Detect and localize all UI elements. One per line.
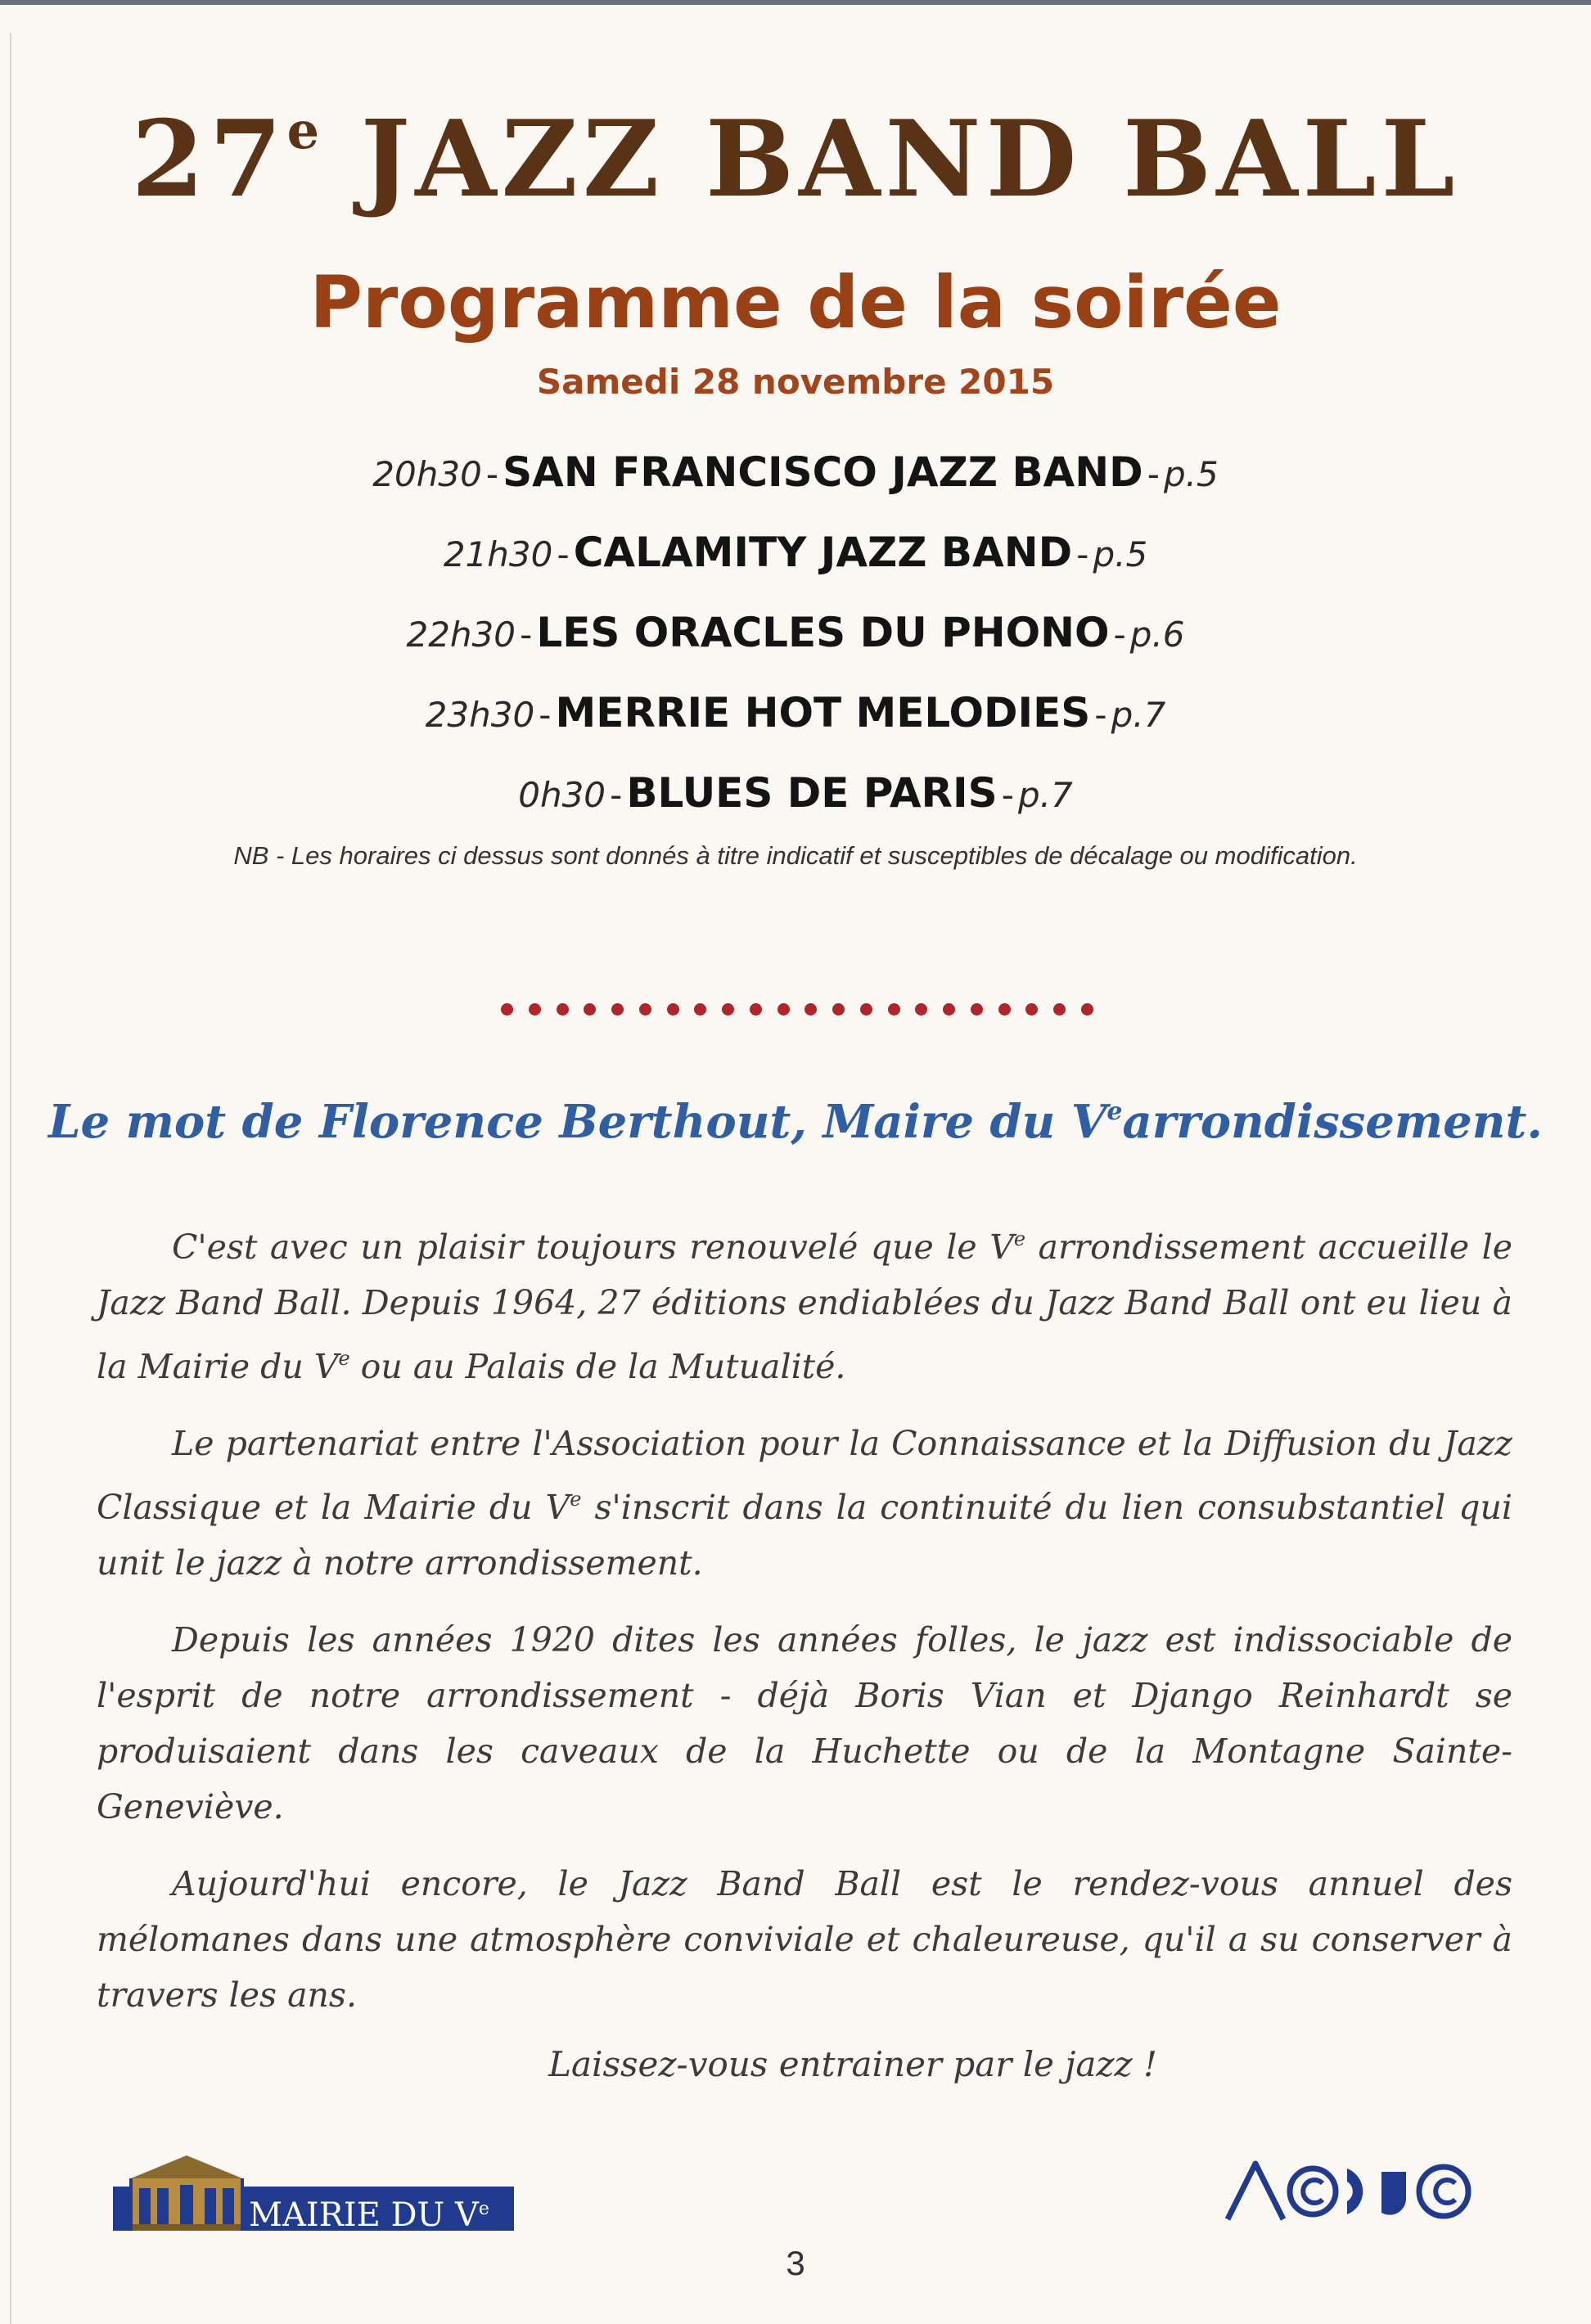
- schedule-item: [0, 512, 1591, 592]
- slot-separator: -: [610, 775, 623, 815]
- divider-dot: [805, 1003, 817, 1016]
- p2-sup: e: [570, 1488, 582, 1511]
- slot-separator: -: [520, 615, 533, 655]
- mayor-letter: [97, 1211, 1512, 2044]
- slot-separator: -: [539, 695, 552, 735]
- letter-paragraph: Depuis les années 1920 dites les années folles, le jazz est indissociable de l'esprit de notre arrondissement - déjà Boris Vian et Django Reinhardt se produisaient dans les caveaux de la Huchette ou de la Montagne Sainte-Geneviève.: [97, 1620, 1512, 1826]
- event-name: JAZZ BAND BALL: [360, 98, 1460, 221]
- letter-paragraph: [97, 1416, 1512, 1591]
- p1-text-a: C'est avec un plaisir toujours renouvelé que le V: [172, 1227, 1014, 1267]
- slot-separator: -: [1113, 615, 1126, 655]
- divider-dot: [529, 1003, 541, 1016]
- mayor-word-title: [0, 1095, 1591, 1149]
- divider-dot: [584, 1003, 596, 1016]
- event-title: [0, 98, 1591, 221]
- dotted-divider: [501, 1000, 1093, 1018]
- top-border: [0, 0, 1591, 5]
- slot-time: 22h30: [406, 615, 516, 655]
- divider-dot: [832, 1003, 845, 1016]
- mairie-label-text: MAIRIE DU V: [249, 2196, 479, 2234]
- divider-dot: [860, 1003, 872, 1016]
- slot-page: p.5: [1163, 454, 1219, 494]
- mairie-label-sup: e: [478, 2199, 489, 2219]
- slot-band: BLUES DE PARIS: [626, 769, 998, 817]
- slot-band: LES ORACLES DU PHONO: [536, 609, 1110, 656]
- slot-time: 20h30: [372, 454, 482, 494]
- p1-sup-1: e: [1013, 1227, 1026, 1250]
- slot-separator: -: [1094, 695, 1107, 735]
- divider-dot: [611, 1003, 624, 1016]
- page-number: 3: [786, 2244, 805, 2282]
- acdjc-logo: [1224, 2155, 1478, 2229]
- slot-separator: -: [1001, 775, 1014, 815]
- slot-band: MERRIE HOT MELODIES: [555, 689, 1091, 736]
- p2-text-a: Le partenariat entre l'Association pour la Connaissance et la Diffusion du Jazz Classique et la Mairie du V: [97, 1424, 1512, 1527]
- town-hall-icon: [129, 2154, 244, 2231]
- slot-separator: -: [1076, 534, 1089, 574]
- edition-suffix: e: [286, 101, 320, 160]
- divider-dot: [1053, 1003, 1066, 1016]
- edition-number: 27: [131, 98, 287, 221]
- p1-sup-2: e: [338, 1347, 350, 1370]
- p2-text-b: s'inscrit dans la continuité du lien consubstantiel qui unit le jazz à notre arrondissement.: [97, 1488, 1512, 1583]
- slot-time: 21h30: [443, 534, 553, 574]
- letter-paragraph: Aujourd'hui encore, le Jazz Band Ball est le rendez-vous annuel des mélomanes dans une atmosphère conviviale et chaleureuse, qu'il a su conserver à travers les ans.: [97, 1864, 1512, 2015]
- slot-separator: -: [557, 534, 570, 574]
- slot-band: CALAMITY JAZZ BAND: [573, 529, 1073, 576]
- mot-title-text: Le mot de Florence Berthout, Maire du V: [48, 1095, 1107, 1149]
- slot-band: SAN FRANCISCO JAZZ BAND: [503, 448, 1143, 496]
- slot-page: p.7: [1111, 695, 1166, 735]
- divider-dot: [998, 1003, 1011, 1016]
- divider-dot: [639, 1003, 651, 1016]
- divider-dot: [722, 1003, 734, 1016]
- divider-dot: [943, 1003, 955, 1016]
- divider-dot: [667, 1003, 679, 1016]
- schedule-item: [0, 753, 1591, 833]
- divider-dot: [777, 1003, 790, 1016]
- p1-text-b: arrondissement accueille le Jazz Band Ball. Depuis 1964, 27 éditions endiablées du Jazz Band Ball ont eu lieu à la Mairie du V: [97, 1227, 1512, 1386]
- letter-paragraph: [97, 1211, 1512, 1394]
- program-title: Programme de la soirée: [309, 260, 1282, 345]
- mairie-label: [249, 2187, 489, 2234]
- schedule-item: [0, 673, 1591, 753]
- divider-dot: [694, 1003, 706, 1016]
- divider-dot: [501, 1003, 513, 1016]
- slot-time: 0h30: [518, 775, 606, 815]
- slot-page: p.5: [1093, 534, 1148, 574]
- mot-title-sup: e: [1106, 1097, 1123, 1126]
- letter-signoff: Laissez-vous entrainer par le jazz !: [548, 2044, 1157, 2084]
- mairie-logo: [113, 2154, 514, 2234]
- divider-dot: [1025, 1003, 1038, 1016]
- divider-dot: [888, 1003, 900, 1016]
- program-date: Samedi 28 novembre 2015: [536, 362, 1055, 402]
- schedule-item: [0, 432, 1591, 512]
- divider-dot: [971, 1003, 983, 1016]
- divider-dot: [1081, 1003, 1093, 1016]
- slot-page: p.7: [1018, 775, 1073, 815]
- p1-text-c: ou au Palais de la Mutualité.: [349, 1347, 846, 1386]
- divider-dot: [750, 1003, 762, 1016]
- slot-time: 23h30: [425, 695, 535, 735]
- schedule-item: [0, 592, 1591, 673]
- divider-dot: [915, 1003, 927, 1016]
- schedule-list: [0, 432, 1591, 833]
- divider-dot: [557, 1003, 569, 1016]
- slot-separator: -: [485, 454, 499, 494]
- slot-separator: -: [1147, 454, 1160, 494]
- slot-page: p.6: [1129, 615, 1185, 655]
- schedule-note: NB - Les horaires ci dessus sont donnés à titre indicatif et susceptibles de décalage ou modification.: [233, 841, 1358, 870]
- mot-title-end: arrondissement.: [1122, 1095, 1543, 1149]
